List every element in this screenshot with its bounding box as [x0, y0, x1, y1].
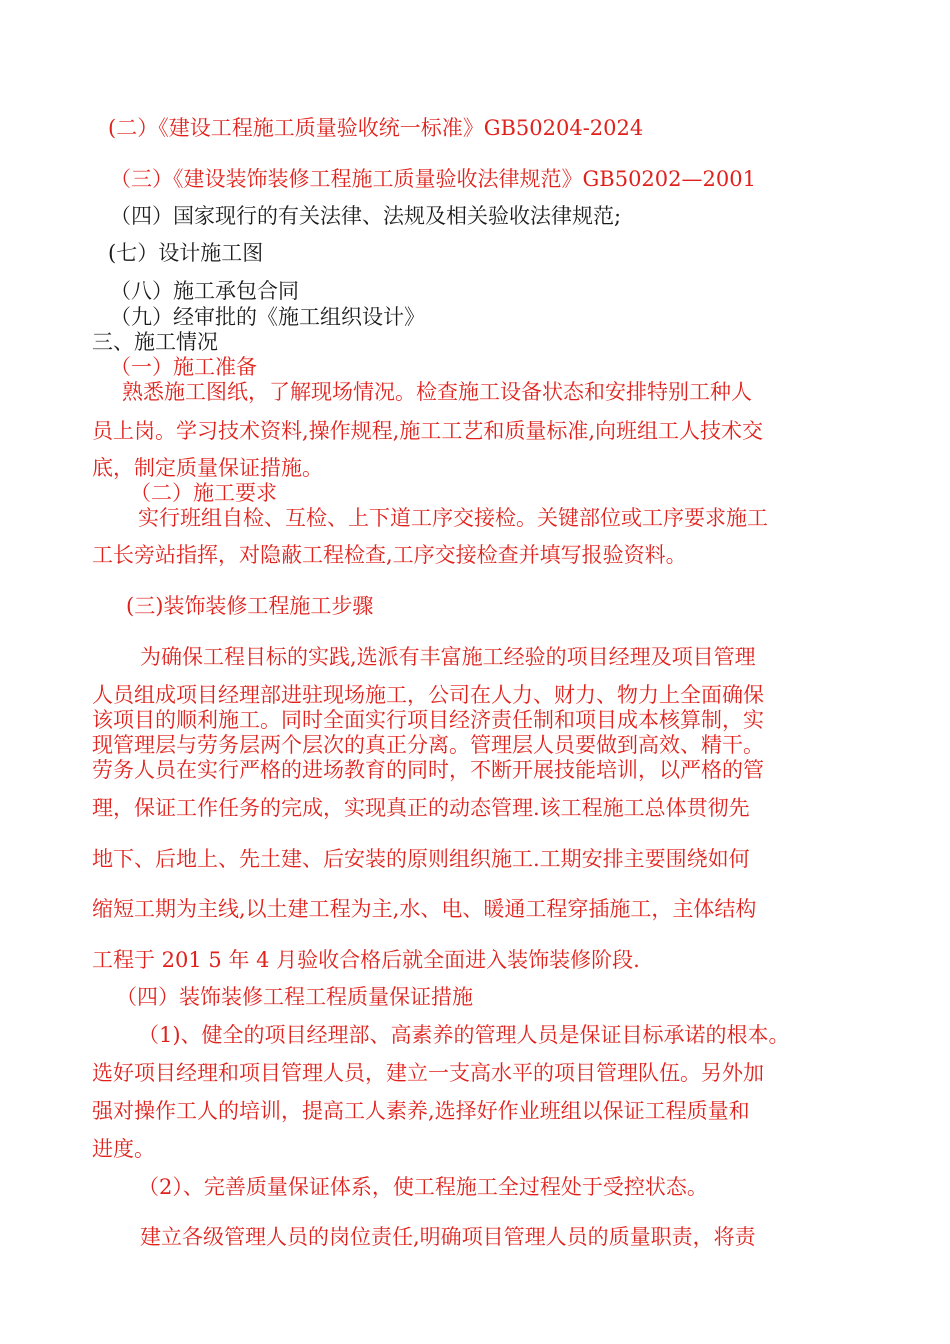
paragraph-line: 选好项目经理和项目管理人员，建立一支高水平的项目管理队伍。另外加	[92, 1061, 764, 1085]
paragraph-line: 强对操作工人的培训，提高工人素养,选择好作业班组以保证工程质量和	[92, 1099, 750, 1123]
reference-national-laws: （四）国家现行的有关法律、法规及相关验收法律规范;	[110, 204, 622, 228]
paragraph-line: 工长旁站指挥，对隐蔽工程检查,工序交接检查并填写报验资料。	[92, 543, 687, 567]
reference-standard-gb50202: （三）《建设装饰装修工程施工质量验收法律规范》GB50202—2001	[110, 167, 756, 191]
paragraph-line: 实行班组自检、互检、上下道工序交接检。关键部位或工序要求施工	[138, 506, 768, 530]
paragraph-line: 底，制定质量保证措施。	[92, 456, 323, 480]
paragraph-line: 人员组成项目经理部进驻现场施工，公司在人力、财力、物力上全面确保	[92, 683, 764, 707]
reference-design-drawings: (七）设计施工图	[108, 241, 264, 265]
paragraph-line: （1)、健全的项目经理部、高素养的管理人员是保证目标承诺的根本。	[138, 1023, 790, 1047]
paragraph-line: 员上岗。学习技术资料,操作规程,施工工艺和质量标准,向班组工人技术交	[92, 419, 764, 443]
reference-construction-plan: （九）经审批的《施工组织设计》	[110, 305, 425, 329]
section-heading-construction-status: 三、施工情况	[92, 330, 218, 354]
paragraph-line: 该项目的顺利施工。同时全面实行项目经济责任制和项目成本核算制，实	[92, 708, 764, 732]
paragraph-line: 理，保证工作任务的完成，实现真正的动态管理.该工程施工总体贯彻先	[92, 796, 750, 820]
subheading-requirements: （二）施工要求	[130, 481, 277, 505]
paragraph-line: 工程于 201 5 年 4 月验收合格后就全面进入装饰装修阶段.	[92, 948, 640, 972]
paragraph-line: 为确保工程目标的实践,选派有丰富施工经验的项目经理及项目管理	[140, 645, 756, 669]
paragraph-line: 熟悉施工图纸，了解现场情况。检查施工设备状态和安排特别工种人	[122, 380, 752, 404]
paragraph-line: 缩短工期为主线,以土建工程为主,水、电、暖通工程穿插施工，主体结构	[92, 897, 757, 921]
paragraph-line: 进度。	[92, 1137, 155, 1161]
paragraph-line: 建立各级管理人员的岗位责任,明确项目管理人员的质量职责，将责	[140, 1225, 756, 1249]
reference-standard-gb50204: (二）《建设工程施工质量验收统一标准》GB50204-2024	[108, 116, 644, 140]
subheading-quality-measures: （四）装饰装修工程工程质量保证措施	[116, 985, 473, 1009]
paragraph-line: 劳务人员在实行严格的进场教育的同时，不断开展技能培训，以严格的管	[92, 758, 764, 782]
paragraph-line: 地下、后地上、先土建、后安装的原则组织施工.工期安排主要围绕如何	[92, 847, 750, 871]
subheading-preparation: （一）施工准备	[110, 355, 257, 379]
subheading-steps: (三)装饰装修工程施工步骤	[126, 594, 374, 618]
paragraph-line: 现管理层与劳务层两个层次的真正分离。管理层人员要做到高效、精干。	[92, 733, 764, 757]
paragraph-line: （2）、完善质量保证体系，使工程施工全过程处于受控状态。	[138, 1175, 708, 1199]
reference-contract: （八）施工承包合同	[110, 279, 299, 303]
